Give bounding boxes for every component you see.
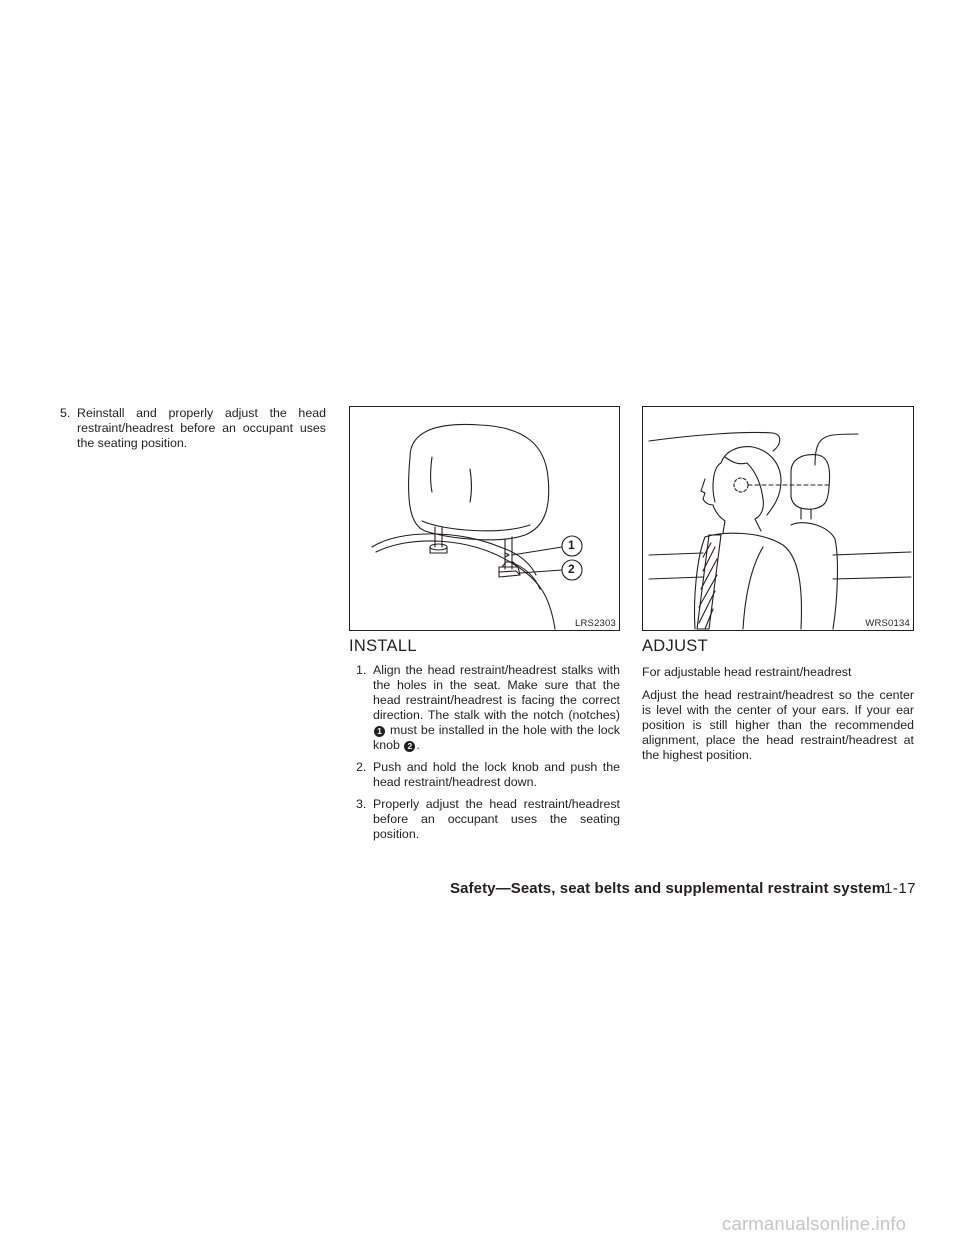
figure-code: WRS0134 xyxy=(865,618,910,629)
headrest-install-drawing xyxy=(350,407,619,630)
install-steps xyxy=(356,663,620,849)
step-5-number: 5. xyxy=(60,406,71,420)
occupant-headrest-drawing xyxy=(643,407,913,630)
callout-1-label: 1 xyxy=(568,538,575,552)
callout-2-label: 2 xyxy=(568,562,575,576)
watermark: carmanualsonline.info xyxy=(722,1213,907,1234)
adjust-heading: ADJUST xyxy=(642,637,708,655)
install-heading: INSTALL xyxy=(349,637,417,655)
callout-1-icon: 1 xyxy=(374,726,385,737)
page-number: 1-17 xyxy=(884,880,917,897)
callout-2-icon: 2 xyxy=(404,741,415,752)
step-number: 3. xyxy=(356,797,367,811)
adjust-body: Adjust the head restraint/headrest so the center is level with the center of your ears. If your ear position is still higher than the recommended alignment, place the head restraint/headrest at the highest position. xyxy=(642,688,914,762)
step-number: 2. xyxy=(356,760,367,774)
step-number: 1. xyxy=(356,663,367,677)
figure-code: LRS2303 xyxy=(574,618,616,629)
install-step-2: 2. Push and hold the lock knob and push the head restraint/headrest down. xyxy=(356,760,620,789)
install-step-1: 1. Align the head restraint/headrest stalks with the holes in the seat. Make sure that the head restraint/headrest is facing the correct direction. The stalk with the notch (notches) 1 must be installed in the hole with the lock knob 2 . xyxy=(356,663,620,752)
section-title: Safety—Seats, seat belts and supplemental restraint system xyxy=(450,880,886,897)
install-illustration xyxy=(349,406,620,631)
adjust-illustration xyxy=(642,406,914,631)
step-5-text: Reinstall and properly adjust the head restraint/headrest before an occupant uses the seating position. xyxy=(77,406,326,450)
step-5 xyxy=(60,406,326,451)
adjust-subheading: For adjustable head restraint/headrest xyxy=(642,665,852,679)
install-step-3: 3. Properly adjust the head restraint/headrest before an occupant uses the seating position. xyxy=(356,797,620,841)
